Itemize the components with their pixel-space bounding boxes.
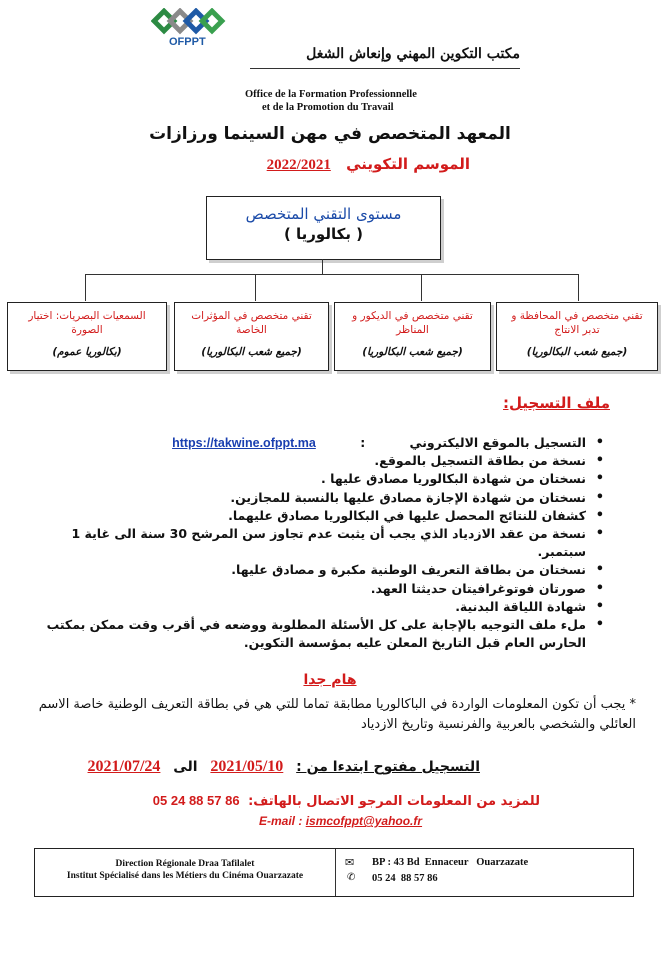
logo-acronym: OFPPT xyxy=(169,36,206,48)
tree-drop-3 xyxy=(255,274,256,301)
logo-underline xyxy=(250,68,520,69)
french-name-line1: Office de la Formation Professionnelle xyxy=(245,89,417,100)
footer-box xyxy=(34,848,634,897)
email-label: E-mail : xyxy=(259,814,303,828)
track-name: تقني متخصص في المحافظة و تدبر الانتاج xyxy=(511,310,643,336)
list-item: • نسختان من بطاقة التعريف الوطنية مكبرة و مصادق عليها. xyxy=(40,561,606,579)
level-subtitle: ( بكالوريا ) xyxy=(283,225,364,243)
important-text: * يجب أن تكون المعلومات الواردة في الباكالوريا مطابقة تماما للتي هي في بطاقة التعريف الوطنية خاصة الاسم العائلي والشخصي بالعربية والفرنسية وتاريخ الازدياد xyxy=(38,697,636,732)
track-requirement: (جميع شعب البكالوريا) xyxy=(201,346,302,358)
track-requirement: (جميع شعب البكالوريا) xyxy=(362,346,463,358)
footer-divider xyxy=(335,849,336,896)
tree-stem xyxy=(322,259,323,274)
mail-icon: ✉ xyxy=(345,856,355,869)
french-name-line2: et de la Promotion du Travail xyxy=(262,102,394,113)
track-box xyxy=(496,302,658,371)
logo-arabic-name: مكتب التكوين المهني وإنعاش الشغل xyxy=(306,46,520,62)
registration-list-wrap xyxy=(40,434,606,652)
season-line xyxy=(200,155,470,174)
tree-drop-1 xyxy=(578,274,579,301)
track-requirement: (جميع شعب البكالوريا) xyxy=(526,346,628,358)
track-name: تقني متخصص في الديكور و المناظر xyxy=(352,310,473,336)
contact-line xyxy=(120,793,540,809)
track-name: السمعيات البصريات: اختيار الصورة xyxy=(28,310,146,336)
online-colon: : xyxy=(360,435,366,450)
contact-label: للمزيد من المعلومات المرجو الاتصال بالهاتف: xyxy=(248,794,540,809)
dates-label: التسجيل مفتوح ابتدءا من : xyxy=(296,759,480,775)
track-box xyxy=(7,302,167,371)
level-box xyxy=(206,196,441,260)
footer-phone: 05 24 88 57 86 xyxy=(372,873,438,884)
footer-address: BP : 43 Bd Ennaceur Ouarzazate xyxy=(372,857,529,868)
important-heading: هام جدا xyxy=(303,672,357,688)
registration-dates xyxy=(80,758,480,776)
registration-list xyxy=(40,434,606,652)
registration-heading: ملف التسجيل: xyxy=(503,394,610,412)
list-item: • نسخة من بطاقة التسجيل بالموقع. xyxy=(40,452,606,470)
level-title: مستوى التقني المتخصص xyxy=(245,205,402,223)
dates-start: 2021/05/10 xyxy=(210,758,284,775)
list-item: • ملء ملف التوجيه بالإجابة على كل الأسئلة المطلوبة ووضعه في أقرب وقت ممكن بمكتب الحارس العام قبل التاريخ المعلن عليه بمؤسسة التكوين. xyxy=(40,616,606,652)
dates-end: 2021/07/24 xyxy=(87,758,161,775)
list-item: • نسخة من عقد الازدياد الذي يجب أن يثبت عدم تجاوز سن المرشح 30 سنة الى غاية 1 سبتمبر. xyxy=(40,525,606,561)
dates-connector: الى xyxy=(173,759,198,775)
ofppt-emblem-icon xyxy=(151,8,229,38)
season-year: 2022/2021 xyxy=(266,157,331,173)
institute-title: المعهد المتخصص في مهن السينما ورزازات xyxy=(149,124,511,144)
track-box xyxy=(334,302,491,371)
list-item: • شهادة اللياقة البدنية. xyxy=(40,598,606,616)
tree-drop-4 xyxy=(85,274,86,301)
season-label: الموسم التكويني xyxy=(346,155,470,173)
ofppt-logo xyxy=(151,8,229,48)
list-item: • صورتان فوتوغرافيتان حديثتا العهد. xyxy=(40,580,606,598)
track-requirement: (بكالوريا عموم) xyxy=(52,346,122,358)
footer-left-line2: Institut Spécialisé dans les Métiers du Cinéma Ouarzazate xyxy=(66,871,304,881)
list-item: • كشفان للنتائج المحصل عليها في البكالوريا مصادق عليهما. xyxy=(40,507,606,525)
registration-website-link[interactable]: https://takwine.ofppt.ma xyxy=(172,436,316,450)
list-item: • نسختان من شهادة البكالوريا مصادق عليها . xyxy=(40,470,606,488)
online-label: التسجيل بالموقع الاليكتروني xyxy=(409,435,586,450)
list-item xyxy=(40,434,606,452)
track-name: تقني متخصص في المؤثرات الخاصة xyxy=(191,310,312,336)
email-line xyxy=(259,814,422,828)
tree-drop-2 xyxy=(421,274,422,301)
footer-left-line1: Direction Régionale Draa Tafilalet xyxy=(115,859,255,869)
tree-bar xyxy=(85,274,579,275)
email-link[interactable]: ismcofppt@yahoo.fr xyxy=(305,814,423,828)
phone-icon: ✆ xyxy=(347,872,356,883)
list-item: • نسختان من شهادة الإجازة مصادق عليها بالنسبة للمجازين. xyxy=(40,489,606,507)
track-box xyxy=(174,302,329,371)
contact-phone: 05 24 88 57 86 xyxy=(152,793,240,808)
